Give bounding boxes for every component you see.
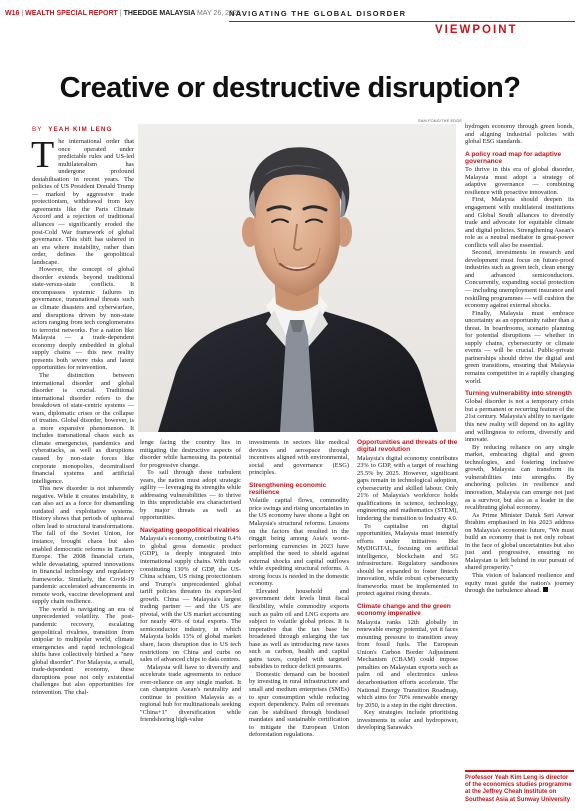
publication-name: THEEDGE MALAYSIA — [123, 10, 196, 17]
section-name: WEALTH SPECIAL REPORT — [25, 10, 118, 17]
body-paragraph — [31, 134, 134, 266]
body-paragraph: By reducing reliance on any single market, embracing digital and green technologies, and fostering inclusive growth, Malaysia can transform its vulnerabilities into strengths. By anchoring policies in resilience and innovation, Malaysia can emerge not just as a survivor, but also as a leader in the recalibrating global economy. — [465, 443, 574, 512]
body-paragraph: As Prime Minister Datuk Seri Anwar Ibrahim emphasised in his 2023 address on Malaysia's economic future, "We must build an economy that is not only robust in the face of global uncertainties but also just and progressive, ensuring no Malaysian is left behind in our pursuit of shared prosperity." — [465, 511, 574, 572]
author-photo — [138, 124, 456, 432]
body-paragraph: However, the concept of global disorder extends beyond traditional state-versus-state conflicts. It encompasses systemic failures in governance, transnational threats such as climate disasters and cyberwarfare, and disruptions driven by non-state actors ranging from tech conglomerates to terrorist networks. For a nation like Malaysia — a trade-dependent economy deeply embedded in global supply chains — this new reality presents both severe risks and latent opportunities for reinvention. — [32, 266, 134, 372]
article-column-5 — [465, 123, 574, 595]
paragraph-text: he international order that once operated under predictable rules and US-led multilateralism has undergone profound destabilisation in recent years. The policies of US President Donald Trump — marked by aggressive trade protectionism, withdrawal from key agreements like the Paris Climate Accord and a rejection of traditional alliances — significantly eroded the post-Cold War framework of global governance. This shift has ushered in an era where instability, rather than order, defines the geopolitical landscape. — [32, 138, 134, 266]
photo-credit: SAM FONG/THE EDGE — [418, 119, 463, 123]
body-paragraph: To capitalise on digital opportunities, Malaysia must intensify efforts under initiatives like MyDIGITAL, focusing on artificial intelligence, blockchain and 5G infrastructure. Regulatory sandboxes should be expanded to foster fintech innovation, while robust cybersecurity frameworks must be implemented to protect against rising threats. — [357, 522, 458, 598]
body-paragraph: Malaysia will have to diversify and accelerate trade agreements to reduce over-reliance on any single market. It can champion Asean's neutrality and continue to position Malaysia as a regional hub for multinationals seeking "China+1" diversification while friendshoring high-value — [140, 663, 241, 724]
paragraph-text: This vision of balanced resilience and equity must guide the nation's journey through the turbulence ahead. — [465, 571, 574, 595]
rubric — [229, 9, 575, 21]
body-paragraph: This new disorder is not inherently negative. While it creates instability, it can also act as a force for dismantling outdated and exploitative systems. History shows that periods of upheaval often lead to structural transformations. The fall of the Soviet Union, for instance, brought chaos but also enabled democratic reforms in Eastern Europe. The 2008 financial crisis, while devastating, spurred innovations in financial technology and regulatory frameworks. Similarly, the Covid-19 pandemic accelerated advancements in remote work, vaccine development and supply chain resilience. — [32, 485, 134, 606]
author-bio: Professor Yeah Kim Leng is director of the economics studies programme at the Jeffrey Cheah Institute on Southeast Asia at Sunway University — [465, 770, 574, 804]
article-column-2 — [140, 439, 241, 724]
subheading: A policy road map for adaptive governance — [465, 150, 562, 165]
subheading: Turning vulnerability into strength — [465, 390, 572, 398]
subheading: Strengthening economic resilience — [249, 481, 327, 497]
body-paragraph: The world is navigating an era of unprecedented volatility. The post-pandemic recovery, escalating geopolitical rivalries, transition from unipolar to multipolar world, climate emergencies and rapid technological shifts have collectively birthed a "new global disorder". For Malaysia, a small, trade-dependent economy, these disruptions pose not only existential challenges but also opportunities for reinvention. The chal- — [32, 605, 134, 696]
author-portrait-illustration — [138, 124, 456, 432]
body-paragraph: lenge facing the country lies in mitigating the destructive aspects of disorder while harnessing its potential for progressive change. — [140, 439, 241, 469]
drop-cap: T — [31, 134, 55, 176]
body-paragraph: Key strategies include prioritising investments in solar and hydropower, developing Sarawak's — [357, 709, 458, 732]
body-paragraph: To thrive in this era of global disorder, Malaysia must adopt a strategy of adaptive governance — combining resilience with proactive innovation. — [465, 166, 574, 196]
page-header — [0, 0, 580, 36]
article-column-1 — [31, 134, 134, 696]
rubric-rule — [229, 21, 575, 22]
body-paragraph: Elevated household and government debt levels limit fiscal flexibility, while commodity exports such as palm oil and LNG exports are subject to volatile global prices. It is imperative that the tax base be broadened through enlarging the tax base as well as introducing new taxes such as carbon, health and capital gains taxes, coupled with targeted subsidies to reduce deficit pressures. — [249, 587, 349, 671]
body-paragraph: Malaysia's digital economy contributes 23% to GDP, with a target of reaching 25.5% by 2025. However, significant gaps remain in technological adoption, cybersecurity and skilled labour. Only 21% of Malaysia's workforce holds qualifications in science, technology, engineering and mathematics (STEM), hindering the transition to Industry 4.0. — [357, 454, 458, 522]
byline-prefix: BY — [32, 126, 43, 133]
body-paragraph: Second, investments in research and development must focus on future-proof industries such as green tech, clean energy and advanced semiconductors. Concurrently, expanding social protection — including unemployment insurance and reskilling programmes — will cushion the economy against external shocks. — [465, 249, 574, 310]
folio-divider: | — [21, 10, 24, 17]
body-paragraph: investments in sectors like medical devices and aerospace through incentives aligned with environmental, social and governance (ESG) principles. — [249, 439, 349, 477]
body-paragraph: Global disorder is not a temporary crisis but a permanent or recurring feature of the 21st century. Malaysia's ability to navigate this new reality will depend on its agility and willingness to reform, diversify and innovate. — [465, 398, 574, 444]
article-column-3 — [249, 439, 349, 739]
body-paragraph: Volatile capital flows, commodity price swings and rising uncertainties in the US economy have shone a light on Malaysia's structural reforms. Lessons on the factors that resulted in the ringgit being among Asia's worst-performing currencies in 2023 have amplified the need to shield against external shocks and capital outflows while expediting structural reforms. A strong focus is needed in the domestic economy. — [249, 497, 349, 588]
body-paragraph: Finally, Malaysia must embrace uncertainty as an opportunity rather than a threat. In boardrooms, scenario planning for potential disruptions — whether in supply chains, cybersecurity or climate events — will be crucial. Public-private partnerships should drive the digital and green transitions, ensuring that Malaysia remains competitive in a rapidly changing world. — [465, 309, 574, 385]
body-paragraph: Malaysia's economy, contributing 0.4% to global gross domestic product (GDP), is deeply integrated into international supply chains. With trade constituting 130% of GDP, the US-China schism, US rising protectionism and Trump's unprecedented global tariff policies threaten its export-led growth. China — Malaysia's largest trading partner — and the US are pivotal, with the US market accounting for nearly 40% of total exports. The semiconductor industry, in which Malaysia holds 13% of global market share, faces disruption due to US tech restrictions on China and curbs on sales of advanced chips to data centres. — [140, 535, 242, 664]
subheading: Climate change and the green economy imperative — [357, 602, 451, 618]
folio — [5, 10, 241, 17]
rubric-title: NAVIGATING THE GLOBAL DISORDER — [229, 9, 407, 18]
article-column-4 — [357, 439, 458, 732]
end-mark-icon — [543, 587, 548, 592]
body-paragraph — [465, 572, 574, 595]
body-paragraph: To sail through these turbulent years, the nation must adopt strategic agility — leveraging its strengths while addressing vulnerabilities — to thrive in this unpredictable era characterised by major threats as well as opportunities. — [140, 469, 241, 522]
body-paragraph: First, Malaysia should deepen its engagement with multilateral institutions and Global South alliances to diversify trade and advocate for equitable climate and digital policies. Strengthening Asean's role as a neutral mediator in great-power conflicts will also be essential. — [465, 196, 574, 249]
body-paragraph: hydrogen economy through green bonds, and aligning industrial policies with global ESG standards. — [465, 123, 574, 146]
body-paragraph: Malaysia ranks 12th globally in renewable energy potential, yet it faces mounting pressure to transition away from fossil fuels. The European Union's Carbon Border Adjustment Mechanism (CBAM) could impose penalties on Malaysian exports such as palm oil and electronics unless decarbonisation efforts accelerate. The National Energy Transition Roadmap, which aims for 70% renewable energy by 2050, is a step in the right direction. — [357, 618, 458, 709]
page-number: W16 — [5, 10, 20, 17]
body-paragraph: Domestic demand can be boosted by investing in rural infrastructure and small and medium enterprises (SMEs) to spur consumption while reducing export dependency. Palm oil revenues can be stabilised through biodiesel mandates and sustainable certification to mitigate the European Union deforestation regulations. — [249, 670, 349, 739]
byline — [32, 126, 113, 133]
issue-date: MAY 26, 2025 — [196, 10, 241, 17]
subheading: Opportunities and threats of the digital revolution — [357, 439, 458, 454]
body-paragraph: The distinction between international disorder and global disorder is crucial. Traditional international disorder refers to the breakdown of state-centric systems — wars, diplomatic crises or the collapse of treaties. Global disorder, however, is a more expansive phenomenon. It includes transnational chaos such as climate emergencies, pandemics and cyberattacks, as well as disruptions caused by non-state forces like corporate monopolies, decentralised financial systems and artificial intelligence. — [32, 371, 134, 485]
subheading: Navigating geopolitical rivalries — [140, 527, 240, 535]
folio-divider: | — [119, 10, 122, 17]
article-headline: Creative or destructive disruption? — [59, 72, 521, 104]
viewpoint-tag: VIEWPOINT — [435, 24, 518, 36]
author-name: YEAH KIM LENG — [48, 126, 113, 133]
